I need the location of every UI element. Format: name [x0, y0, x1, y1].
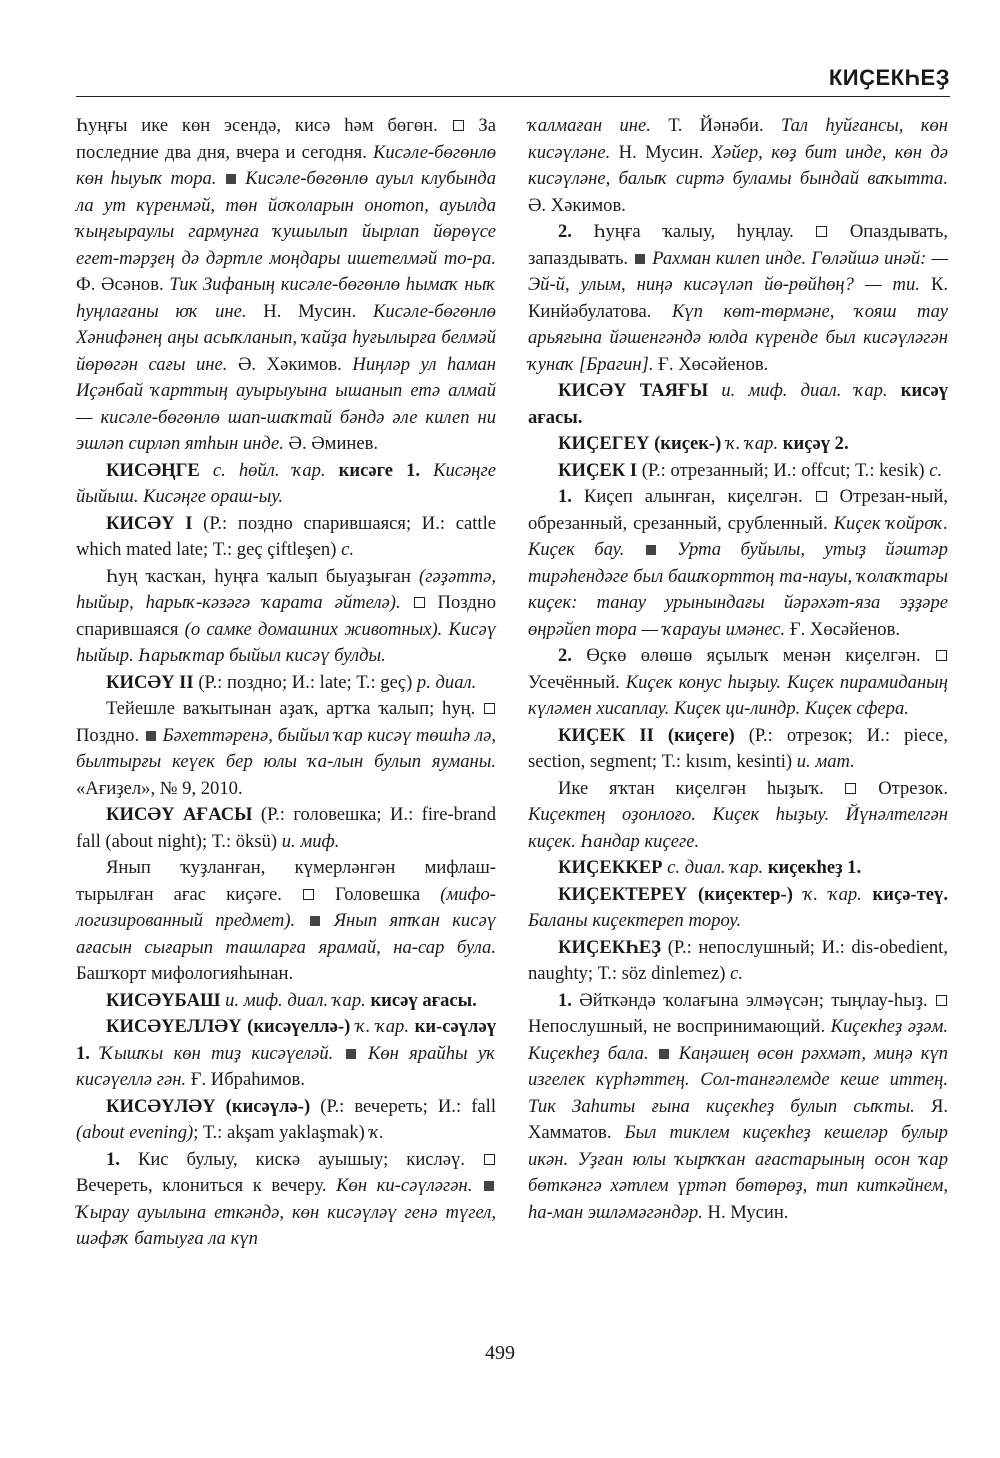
entry-paragraph: 1. Әйткәндә ҡолағына элмәүсән; тыңлау-һыҙ. Непослушный, не воспринимающий. Киҫекһеҙ әҙәм. Киҫекһеҙ бала. Каңәшең өсөн рәхмәт, миңә күп изгелек күрһәттең. Сол-танғәлемде кеше иттең. Тик Заһиты ғына киҫекһеҙ булып сыҡты. Я. Хамматов. Был тиклем киҫекһеҙ кешеләр булыр икән. Уҙған юлы ҡырҡҡан ағастарының осон ҡар бөткәнгә хәтлем үртәп бөтөрөҙ, тип киткәйнем, һа-ман эшләмәгәндәр. Н. Мусин.	[528, 989, 949, 1223]
entry-paragraph: 1. Киҫеп алынған, киҫелгән. Отрезан-ный, обрезанный, срезанный, срубленный. Киҫек ҡойроҡ. Киҫек бау. Урта буйылы, утыҙ йәштәр тирәһендәге был башҡорттоң та-науы, ҡолаҡтары киҫек: танау урынындағы йәрәхәт-яза эҙҙәре өңрәйеп тора — ҡарауы имәнес. Ғ. Хөсәйенов.	[528, 486, 949, 640]
checkbox-square-icon	[816, 491, 827, 502]
black-square-icon	[146, 731, 156, 741]
black-square-icon	[484, 1181, 494, 1191]
entry-paragraph: КИҪЕК II (киҫеге) (Р.: отрезок; И.: piece, section, segment; Т.: kısım, kesinti) и. мат.	[528, 724, 948, 772]
black-square-icon	[659, 1049, 669, 1059]
entry-paragraph: 1. Кис булыу, кискә ауышыу; кисләү. Вечереть, клониться к вечеру. Көн ки-сәүләгән. Ҡырау ауылына еткәндә, көн кисәүләү генә түгел, шәфәҡ батыуға ла күп	[76, 1148, 496, 1249]
right-column	[528, 113, 948, 1226]
entry-paragraph: Тейешле ваҡытынан аҙаҡ, артҡа ҡалып; һуң. Поздно. Бәхеттәренә, быйыл ҡар кисәү төшһә лә, былтырғы кеүек бер юлы ҡа-лын булып яуманы. «Ағиҙел», № 9, 2010.	[76, 698, 496, 799]
checkbox-square-icon	[936, 650, 947, 661]
entry-paragraph: 2. Өҫкө өлөшө яҫылыҡ менән киҫелгән. Усечённый. Киҫек конус һыҙыу. Киҫек пирамиданың күләмен хисаплау. Киҫек ци-линдр. Киҫек сфера.	[528, 645, 948, 719]
entry-paragraph: ҡалмаған ине. Т. Йәнәби. Тал һуйғансы, көн кисәүләне. Н. Мусин. Хәйер, көҙ бит инде, көн дә кисәүләне, балыҡ сиртә буламы бындай ваҡытта. Ә. Хәкимов.	[528, 115, 948, 216]
running-head: КИҪЕКҺЕҘ	[828, 65, 950, 90]
entry-paragraph: 2. Һуңға ҡалыу, һуңлау. Опаздывать, запаздывать. Рахман килеп инде. Гөләйшә инәй: — Эй-й, улым, ниңә кисәүләп йө-рөйһөң? — ти. К. Кинйәбулатова. Күп көт-төрмәне, ҡояш тау арьяғына йәшенгәндә юлда күренде был кисәүләгән ҡунаҡ [Брагин]. Ғ. Хөсәйенов.	[528, 221, 949, 375]
black-square-icon	[646, 545, 656, 555]
entry-paragraph: КИСӘҮ АҒАСЫ (Р.: головешка; И.: fire-brand fall (about night); Т.: öksü) и. миф.	[76, 804, 497, 852]
entry-paragraph: КИҪЕК I (Р.: отрезанный; И.: offcut; Т.: kesik) с.	[558, 459, 943, 481]
checkbox-square-icon	[484, 703, 495, 714]
checkbox-square-icon	[845, 783, 856, 794]
checkbox-square-icon	[303, 889, 314, 900]
checkbox-square-icon	[936, 995, 947, 1006]
entry-paragraph: КИҪЕГЕҮ (киҫек-) ҡ. ҡар. киҫәү 2.	[558, 433, 849, 454]
entry-paragraph: КИСӘҮ II (Р.: поздно; И.: late; Т.: geç) р. диал.	[106, 671, 477, 693]
entry-paragraph: Янып ҡуҙланған, күмерләнгән мифлаш-тырылған ағас киҫәге. Головешка (мифо-логизированный предмет). Янып ятҡан кисәү ағасын сығарып ташларға ярамай, на-сар була. Башҡорт мифологияһынан.	[76, 857, 496, 984]
black-square-icon	[635, 254, 645, 264]
checkbox-square-icon	[816, 226, 827, 237]
entry-paragraph: КИСӘҢГЕ с. һөйл. ҡар. кисәге 1. Кисәңге йыйыш. Кисәңге ораш-ыу.	[76, 459, 496, 507]
page-number: 499	[485, 1342, 515, 1364]
black-square-icon	[346, 1049, 356, 1059]
black-square-icon	[226, 174, 236, 184]
entry-paragraph: КИҪЕККЕР с. диал. ҡар. киҫекһеҙ 1.	[558, 857, 862, 878]
checkbox-square-icon	[414, 597, 425, 608]
page-header	[76, 56, 950, 97]
checkbox-square-icon	[453, 120, 464, 131]
left-column	[76, 113, 496, 1253]
checkbox-square-icon	[484, 1154, 495, 1165]
black-square-icon	[310, 916, 320, 926]
entry-paragraph: КИСӘҮ ТАЯҒЫ и. миф. диал. ҡар. кисәү ағасы.	[528, 380, 948, 428]
entry-paragraph: КИСӘҮБАШ и. миф. диал. ҡар. кисәү ағасы.	[106, 989, 477, 1011]
entry-paragraph: Һуңғы ике көн эсендә, кисә һәм бөгөн. За последние два дня, вчера и сегодня. Кисәле-бөгөнлө көн һыуыҡ тора. Кисәле-бөгөнлө ауыл клубында ла ут күренмәй, төн йоҡоларын онотоп, ауылда ҡыңғыраулы гармунға ҡушылып йырлап йөрөүсе егет-тәрҙең дә дәртле моңдары ишетелмәй то-ра. Ф. Әсәнов. Тик Зифаның кисәле-бөгөнлө һымаҡ ныҡ һуңлағаны юҡ ине. Н. Мусин. Кисәле-бөгөнлө Хәнифәнең аңы асыҡланып, ҡайҙа һуғылырға белмәй йөрөгән сағы ине. Ә. Хәкимов. Ниңләр ул һаман Иҫәнбай ҡарттың ауырыуына ышанып етә алмай — кисәле-бөгөнлө шап-шаҡтай бәндә әле килеп ни эшләп сирләп ятһын инде. Ә. Әминев.	[76, 115, 497, 454]
entry-paragraph: Ике яҡтан киҫелгән һыҙыҡ. Отрезок. Киҫектең оҙонлоғо. Киҫек һыҙыу. Йүнәлтелгән киҫек. Һандар киҫеге.	[528, 777, 948, 852]
entry-paragraph: КИҪЕКҺЕҘ (Р.: непослушный; И.: dis-obedient, naughty; Т.: söz dinlemez) с.	[528, 936, 948, 984]
entry-paragraph: КИҪЕКТЕРЕҮ (киҫектер-) ҡ. ҡар. киҫә-теү. Баланы киҫектереп тороу.	[528, 883, 948, 931]
entry-paragraph: КИСӘҮЛӘҮ (кисәүлә-) (Р.: вечереть; И.: fall (about evening); Т.: akşam yaklaşmak) ҡ.	[76, 1095, 496, 1143]
entry-paragraph: КИСӘҮЕЛЛӘҮ (кисәүеллә-) ҡ. ҡар. ки-сәүләү 1. Ҡышҡы көн тиҙ кисәүеләй. Көн ярайһы уҡ кисәүеллә гән. Ғ. Ибраһимов.	[76, 1016, 497, 1090]
entry-paragraph: Һуң ҡасҡан, һуңға ҡалып быуаҙыған (гәҙәттә, һыйыр, һарыҡ-кәзәгә ҡарата әйтелә). Поздно спарившаяся (о самке домашних животных). Кисәү һыйыр. Һарыҡтар быйыл кисәү булды.	[76, 565, 496, 666]
entry-paragraph: КИСӘҮ I (Р.: поздно спарившаяся; И.: cattle which mated late; Т.: geç çiftleşen) с.	[76, 512, 496, 560]
